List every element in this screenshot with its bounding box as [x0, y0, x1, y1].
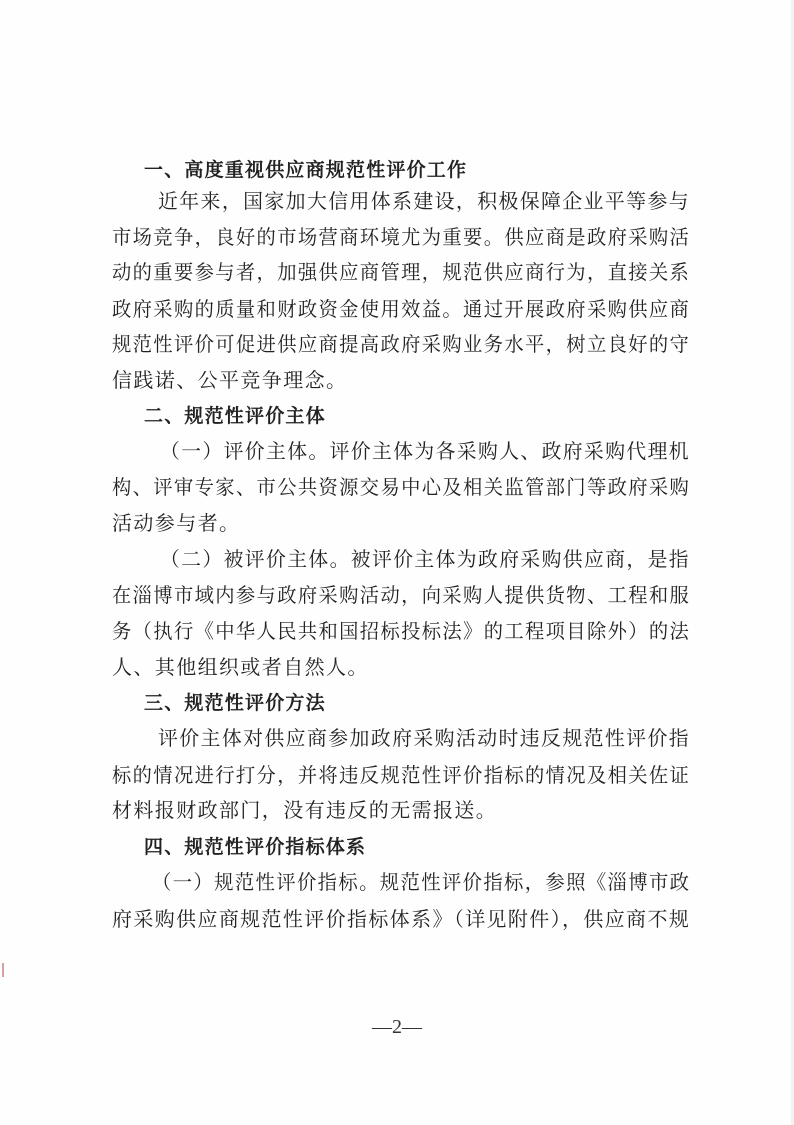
- paragraph-line: 人、其他组织或者自然人。: [112, 655, 369, 679]
- paragraph-line: 规范性评价可促进供应商提高政府采购业务水平，树立良好的守: [112, 332, 691, 356]
- section-heading-1: 一、高度重视供应商规范性评价工作: [144, 159, 468, 181]
- paragraph-line: （一）规范性评价指标。规范性评价指标，参照《淄博市政: [152, 870, 691, 894]
- section-heading-4: 四、规范性评价指标体系: [144, 836, 367, 858]
- paragraph-line: 信践诺、公平竞争理念。: [112, 368, 348, 392]
- paragraph-line: 评价主体对供应商参加政府采购活动时违反规范性评价指: [158, 726, 690, 750]
- paragraph-line: 市场竞争，良好的市场营商环境尤为重要。供应商是政府采购活: [112, 225, 691, 249]
- section-heading-2: 二、规范性评价主体: [144, 405, 326, 427]
- paragraph-line: （一）评价主体。评价主体为各采购人、政府采购代理机: [160, 439, 690, 463]
- paragraph-line: 府采购供应商规范性评价指标体系》（详见附件），供应商不规: [112, 907, 691, 931]
- paragraph-line: （二）被评价主体。被评价主体为政府采购供应商，是指: [160, 547, 690, 571]
- paragraph-line: 活动参与者。: [112, 511, 241, 535]
- paragraph-line: 材料报财政部门，没有违反的无需报送。: [112, 798, 498, 822]
- paragraph-line: 标的情况进行打分，并将违反规范性评价指标的情况及相关佐证: [112, 763, 691, 787]
- section-heading-3: 三、规范性评价方法: [144, 692, 326, 714]
- page-number: —2—: [372, 1016, 422, 1038]
- paragraph-line: 在淄博市域内参与政府采购活动，向采购人提供货物、工程和服: [112, 583, 691, 607]
- paragraph-line: 动的重要参与者，加强供应商管理，规范供应商行为，直接关系: [112, 260, 691, 284]
- paragraph-line: 构、评审专家、市公共资源交易中心及相关监管部门等政府采购: [112, 475, 691, 499]
- scan-edge-mark: [2, 963, 4, 977]
- paragraph-line: 近年来，国家加大信用体系建设，积极保障企业平等参与: [158, 189, 690, 213]
- paragraph-line: 政府采购的质量和财政资金使用效益。通过开展政府采购供应商: [112, 297, 691, 321]
- paragraph-line: 务（执行《中华人民共和国招标投标法》的工程项目除外）的法: [112, 619, 691, 643]
